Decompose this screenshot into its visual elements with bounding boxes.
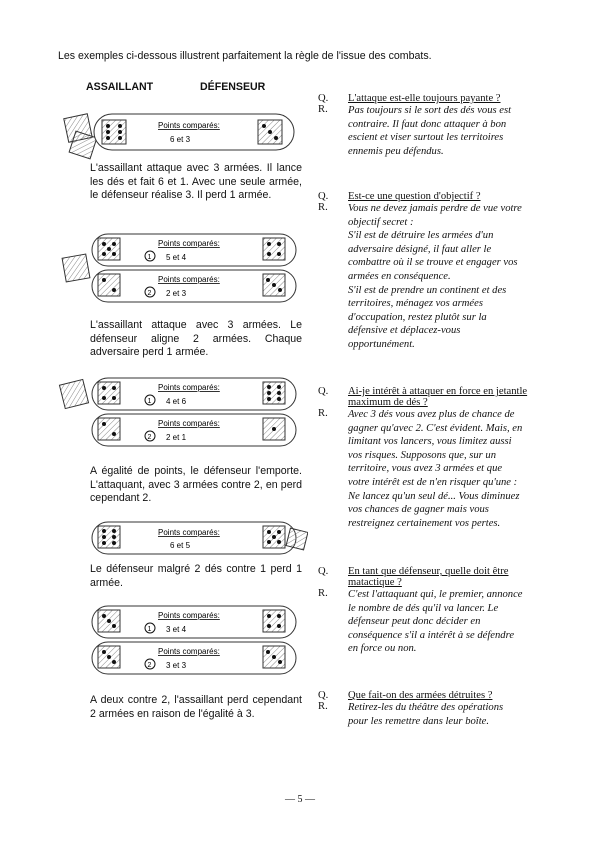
figure-result: 3 et 4 xyxy=(166,625,187,634)
q-label: Q. xyxy=(318,566,329,577)
figure-mark: 1 xyxy=(147,398,152,405)
q-label: Q. xyxy=(318,191,329,202)
die-icon xyxy=(98,274,120,296)
figure-mark: 1 xyxy=(147,254,152,261)
caption-2: L'assaillant attaque avec 3 armées. Le défenseur aligne 2 armées. Chaque adversaire perd 1 armée. xyxy=(90,319,302,359)
r-label: R. xyxy=(318,202,328,213)
figure-result: 4 et 6 xyxy=(166,397,187,406)
caption-5: A deux contre 2, l'assaillant perd cependant 2 armées en raison de l'égalité à 3. xyxy=(90,694,302,720)
page-number: — 5 — xyxy=(285,794,315,805)
figure-mark: 2 xyxy=(147,434,152,441)
die-icon xyxy=(102,120,126,144)
figure-result: 5 et 4 xyxy=(166,253,187,262)
die-icon xyxy=(98,382,120,404)
figure-mark: 1 xyxy=(147,626,152,633)
caption-3: A égalité de points, le défenseur l'emporte. L'attaquant, avec 3 armées contre 2, en perd cependant 2. xyxy=(90,465,302,505)
figure-result: 6 et 3 xyxy=(170,135,191,144)
answer: Pas toujours si le sort des dés vous est contraire. Il faut donc attaquer à bon escient et viser surtout les territoires ennemis peu défendus. xyxy=(348,105,512,157)
figure-mark: 2 xyxy=(147,290,152,297)
r-label: R. xyxy=(318,588,328,599)
die-icon xyxy=(98,526,120,548)
r-label: R. xyxy=(318,104,328,115)
figure-title: Points comparés: xyxy=(158,239,220,248)
q-label: Q. xyxy=(318,93,329,104)
figure-title: Points comparés: xyxy=(158,419,220,428)
answer: Retirez-les du théâtre des opérations pour les remettre dans leur boîte. xyxy=(348,702,504,727)
caption-4: Le défenseur malgré 2 dés contre 1 perd 1 armée. xyxy=(90,563,302,589)
q-label: Q. xyxy=(318,386,329,397)
question: Que fait-on des armées détruites ? xyxy=(348,690,493,701)
caption-1: L'assaillant attaque avec 3 armées. Il lance les dés et fait 6 et 1. Avec une seule armée, le défenseur réalise 3. Il perd 1 armée. xyxy=(90,162,302,202)
dice-figure-3 xyxy=(58,374,308,450)
question: Ai-je intérêt à attaquer en force en jetantle maximum de dés ? xyxy=(348,386,528,408)
qa-block-2 xyxy=(318,191,550,352)
figure-title: Points comparés: xyxy=(158,647,220,656)
qa-block-3 xyxy=(318,386,550,530)
die-icon xyxy=(263,610,285,632)
qa-block-5 xyxy=(318,690,550,728)
die-icon xyxy=(263,382,285,404)
r-label: R. xyxy=(318,701,328,712)
figure-result: 2 et 1 xyxy=(166,433,187,442)
r-label: R. xyxy=(318,408,328,419)
figure-title: Points comparés: xyxy=(158,611,220,620)
dice-figure-1 xyxy=(58,104,308,160)
header-attacker: ASSAILLANT xyxy=(86,81,154,93)
q-label: Q. xyxy=(318,690,329,701)
question: En tant que défenseur, quelle doit être matactique ? xyxy=(348,566,509,588)
qa-block-1 xyxy=(318,93,550,158)
figure-mark: 2 xyxy=(147,662,152,669)
answer: Avec 3 dés vous avez plus de chance de gagner qu'avec 2. C'est évident. Mais, en limitant vos lancers, vous limitez aussi vos risques. Supposons que, sur un territoire, vous avez 3 armées et que votre intérêt est de n'en risquer qu'une : Ne lancez qu'un seul dé... Vous diminuez vos chances de gagner mais vous restreignez certainement vos pertes. xyxy=(348,409,523,529)
figure-title: Points comparés: xyxy=(158,275,220,284)
dice-figure-4 xyxy=(58,516,308,560)
qa-block-4 xyxy=(318,566,550,656)
answer: Vous ne devez jamais perdre de vue votre objectif secret : S'il est de détruire les armées d'un adversaire désigné, il faut aller le combattre où il se trouve et engager vos armées en conséquence. S'il est de prendre un continent et des territoires, ménagez vos armées d'occupation, restez plutôt sur la défensive et déplacez-vous opportunément. xyxy=(348,203,522,350)
die-icon xyxy=(286,528,308,550)
figure-result: 6 et 5 xyxy=(170,541,191,550)
die-icon xyxy=(263,238,285,260)
figure-result: 2 et 3 xyxy=(166,289,187,298)
die-icon xyxy=(62,254,90,282)
answer: C'est l'attaquant qui, le premier, annonce le nombre de dés qu'il va lancer. Le défenseur peut donc décider en conséquence s'il a intérêt à se défendre en force ou non. xyxy=(348,589,523,655)
die-icon xyxy=(98,418,120,440)
figure-title: Points comparés: xyxy=(158,383,220,392)
figure-result: 3 et 3 xyxy=(166,661,187,670)
dice-figure-2 xyxy=(58,230,308,306)
header-defender: DÉFENSEUR xyxy=(200,81,266,93)
figure-title: Points comparés: xyxy=(158,121,220,130)
question: Est-ce une question d'objectif ? xyxy=(348,191,481,202)
die-icon xyxy=(59,379,88,408)
question: L'attaque est-elle toujours payante ? xyxy=(348,93,501,104)
intro-text: Les exemples ci-dessous illustrent parfaitement la règle de l'issue des combats. xyxy=(58,50,432,62)
figure-title: Points comparés: xyxy=(158,528,220,537)
dice-figure-5 xyxy=(58,602,308,678)
